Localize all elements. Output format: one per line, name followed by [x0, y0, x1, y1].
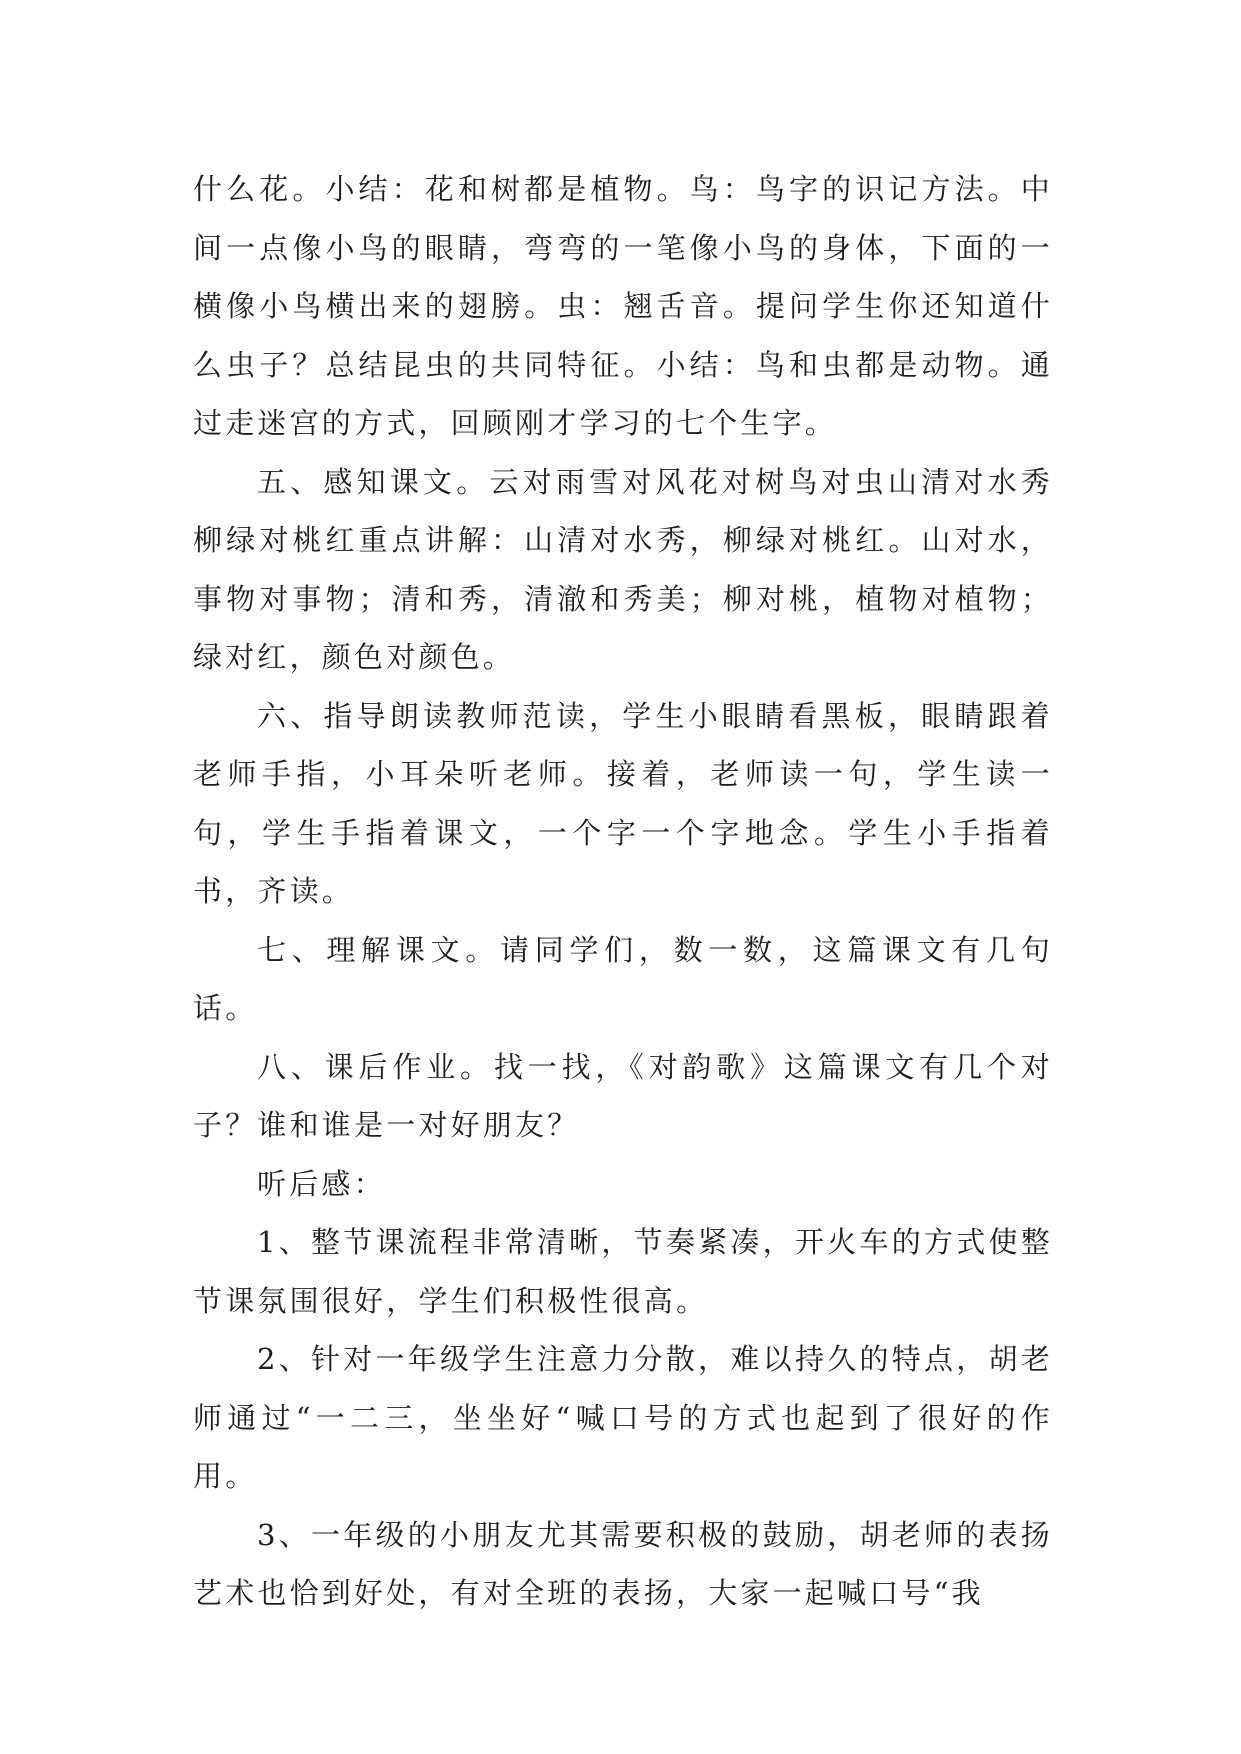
paragraph-continued: 什么花。小结：花和树都是植物。鸟：鸟字的识记方法。中间一点像小鸟的眼睛，弯弯的一笔像小鸟的身体，下面的一横像小鸟横出来的翅膀。虫：翘舌音。提问学生你还知道什么虫子？总结昆虫的共同特征。小结：鸟和虫都是动物。通过走迷宫的方式，回顾刚才学习的七个生字。	[193, 172, 1053, 440]
paragraph-reflection-2: 2、针对一年级学生注意力分散，难以持久的特点，胡老师通过“一二三，坐坐好“喊口号的方式也起到了很好的作用。	[193, 1342, 1053, 1493]
document-body	[193, 160, 1053, 1623]
paragraph-section-7: 七、理解课文。请同学们，数一数，这篇课文有几句话。	[193, 932, 1053, 1025]
paragraph-reflection-3: 3、一年级的小朋友尤其需要积极的鼓励，胡老师的表扬艺术也恰到好处，有对全班的表扬，大家一起喊口号“我	[193, 1517, 1053, 1610]
paragraph-section-8: 八、课后作业。找一找，《对韵歌》这篇课文有几个对子？谁和谁是一对好朋友？	[193, 1049, 1053, 1142]
paragraph-section-6: 六、指导朗读教师范读，学生小眼睛看黑板，眼睛跟着老师手指，小耳朵听老师。接着，老师读一句，学生读一句，学生手指着课文，一个字一个字地念。学生小手指着书，齐读。	[193, 698, 1053, 908]
paragraph-reflection-1: 1、整节课流程非常清晰，节奏紧凑，开火车的方式使整节课氛围很好，学生们积极性很高。	[193, 1225, 1053, 1318]
paragraph-reflection-heading: 听后感：	[257, 1166, 386, 1201]
paragraph-section-5: 五、感知课文。云对雨雪对风花对树鸟对虫山清对水秀柳绿对桃红重点讲解：山清对水秀，柳绿对桃红。山对水，事物对事物；清和秀，清澈和秀美；柳对桃，植物对植物；绿对红，颜色对颜色。	[193, 464, 1053, 674]
